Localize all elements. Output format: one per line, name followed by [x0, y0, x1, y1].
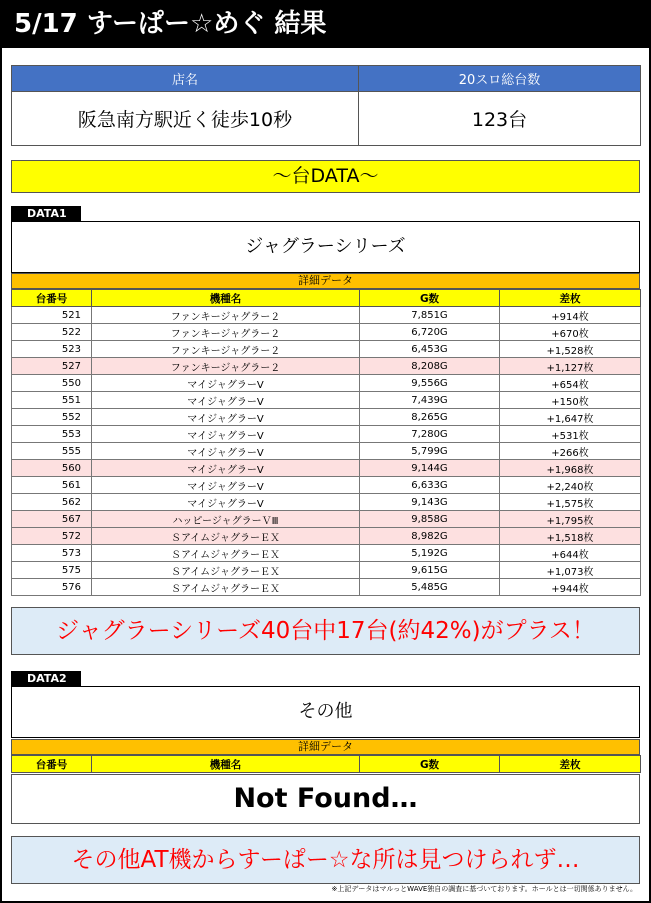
col-games: G数 — [360, 290, 500, 307]
machine-no-cell: 550 — [12, 375, 92, 392]
games-cell: 8,982G — [360, 528, 500, 545]
machine-no-cell: 576 — [12, 579, 92, 596]
table-row — [12, 545, 641, 562]
table-row — [12, 443, 641, 460]
games-cell: 7,851G — [360, 307, 500, 324]
machine-no-cell: 553 — [12, 426, 92, 443]
table-row — [12, 477, 641, 494]
machine-name-cell: マイジャグラーV — [92, 477, 360, 494]
games-cell: 6,633G — [360, 477, 500, 494]
machine-no-cell: 572 — [12, 528, 92, 545]
machine-count-header: 20スロ総台数 — [359, 66, 641, 92]
table-row — [12, 528, 641, 545]
machine-name-cell: ＳアイムジャグラーＥＸ — [92, 562, 360, 579]
machine-no-cell: 552 — [12, 409, 92, 426]
machine-name-cell: マイジャグラーV — [92, 460, 360, 477]
machine-no-cell: 555 — [12, 443, 92, 460]
games-cell: 9,143G — [360, 494, 500, 511]
machine-name-cell: マイジャグラーV — [92, 409, 360, 426]
table-row — [12, 511, 641, 528]
section-title: ～台DATA～ — [11, 160, 640, 193]
table-row — [12, 562, 641, 579]
diff-cell: +1,073枚 — [500, 562, 641, 579]
diff-cell: +944枚 — [500, 579, 641, 596]
table-row — [12, 460, 641, 477]
col-games: G数 — [360, 756, 500, 773]
games-cell: 7,280G — [360, 426, 500, 443]
machine-no-cell: 573 — [12, 545, 92, 562]
diff-cell: +1,968枚 — [500, 460, 641, 477]
data1-table — [11, 289, 641, 596]
games-cell: 9,144G — [360, 460, 500, 477]
diff-cell: +654枚 — [500, 375, 641, 392]
machine-name-cell: マイジャグラーV — [92, 443, 360, 460]
diff-cell: +2,240枚 — [500, 477, 641, 494]
machine-no-cell: 522 — [12, 324, 92, 341]
games-cell: 5,192G — [360, 545, 500, 562]
data1-tag: DATA1 — [11, 206, 81, 222]
games-cell: 8,265G — [360, 409, 500, 426]
diff-cell: +1,647枚 — [500, 409, 641, 426]
col-diff: 差枚 — [500, 290, 641, 307]
diff-cell: +1,795枚 — [500, 511, 641, 528]
diff-cell: +150枚 — [500, 392, 641, 409]
machine-name-cell: マイジャグラーV — [92, 494, 360, 511]
data2-summary: その他AT機からすーぱー☆な所は見つけられず… — [11, 836, 640, 884]
machine-no-cell: 523 — [12, 341, 92, 358]
machine-name-cell: ＳアイムジャグラーＥＸ — [92, 579, 360, 596]
col-diff: 差枚 — [500, 756, 641, 773]
data1-detail-label: 詳細データ — [11, 273, 640, 289]
table-row — [12, 409, 641, 426]
machine-no-cell: 561 — [12, 477, 92, 494]
table-row — [12, 494, 641, 511]
games-cell: 8,208G — [360, 358, 500, 375]
machine-no-cell: 560 — [12, 460, 92, 477]
games-cell: 7,439G — [360, 392, 500, 409]
data2-tag: DATA2 — [11, 671, 81, 687]
machine-name-cell: ＳアイムジャグラーＥＸ — [92, 528, 360, 545]
games-cell: 9,615G — [360, 562, 500, 579]
diff-cell: +644枚 — [500, 545, 641, 562]
col-machine-name: 機種名 — [92, 756, 360, 773]
games-cell: 9,858G — [360, 511, 500, 528]
table-row — [12, 426, 641, 443]
machine-no-cell: 575 — [12, 562, 92, 579]
machine-name-cell: マイジャグラーV — [92, 392, 360, 409]
store-table — [11, 65, 641, 146]
table-row — [12, 341, 641, 358]
data1-series-title: ジャグラーシリーズ — [11, 221, 640, 273]
machine-name-cell: マイジャグラーV — [92, 375, 360, 392]
diff-cell: +1,518枚 — [500, 528, 641, 545]
machine-name-cell: ＳアイムジャグラーＥＸ — [92, 545, 360, 562]
table-row — [12, 307, 641, 324]
store-name-header: 店名 — [12, 66, 359, 92]
diff-cell: +1,575枚 — [500, 494, 641, 511]
games-cell: 9,556G — [360, 375, 500, 392]
table-row — [12, 375, 641, 392]
diff-cell: +914枚 — [500, 307, 641, 324]
table-row — [12, 358, 641, 375]
data2-series-title: その他 — [11, 686, 640, 738]
machine-name-cell: マイジャグラーV — [92, 426, 360, 443]
col-machine-no: 台番号 — [12, 290, 92, 307]
table-row — [12, 324, 641, 341]
machine-no-cell: 527 — [12, 358, 92, 375]
diff-cell: +1,127枚 — [500, 358, 641, 375]
machine-name-cell: ファンキージャグラー２ — [92, 324, 360, 341]
games-cell: 5,799G — [360, 443, 500, 460]
machine-count: 123台 — [359, 92, 641, 146]
col-machine-no: 台番号 — [12, 756, 92, 773]
data1-summary: ジャグラーシリーズ40台中17台(約42%)がプラス！ — [11, 607, 640, 655]
page-title: 5/17 すーぱー☆めぐ 結果 — [0, 0, 651, 48]
machine-name-cell: ファンキージャグラー２ — [92, 358, 360, 375]
diff-cell: +531枚 — [500, 426, 641, 443]
machine-no-cell: 562 — [12, 494, 92, 511]
footnote: ※上記データはマルっとWAVE独自の調査に基づいております。ホールとは一切関係ありません。 — [331, 885, 637, 893]
not-found-message: Not Found… — [11, 774, 640, 824]
games-cell: 6,720G — [360, 324, 500, 341]
machine-name-cell: ファンキージャグラー２ — [92, 307, 360, 324]
data2-table — [11, 755, 641, 773]
machine-no-cell: 567 — [12, 511, 92, 528]
table-row — [12, 392, 641, 409]
table-row — [12, 579, 641, 596]
machine-name-cell: ファンキージャグラー２ — [92, 341, 360, 358]
data2-detail-label: 詳細データ — [11, 739, 640, 755]
machine-no-cell: 551 — [12, 392, 92, 409]
diff-cell: +1,528枚 — [500, 341, 641, 358]
games-cell: 5,485G — [360, 579, 500, 596]
diff-cell: +670枚 — [500, 324, 641, 341]
diff-cell: +266枚 — [500, 443, 641, 460]
machine-no-cell: 521 — [12, 307, 92, 324]
store-name: 阪急南方駅近く徒歩10秒 — [12, 92, 359, 146]
games-cell: 6,453G — [360, 341, 500, 358]
col-machine-name: 機種名 — [92, 290, 360, 307]
machine-name-cell: ハッピージャグラーＶⅢ — [92, 511, 360, 528]
